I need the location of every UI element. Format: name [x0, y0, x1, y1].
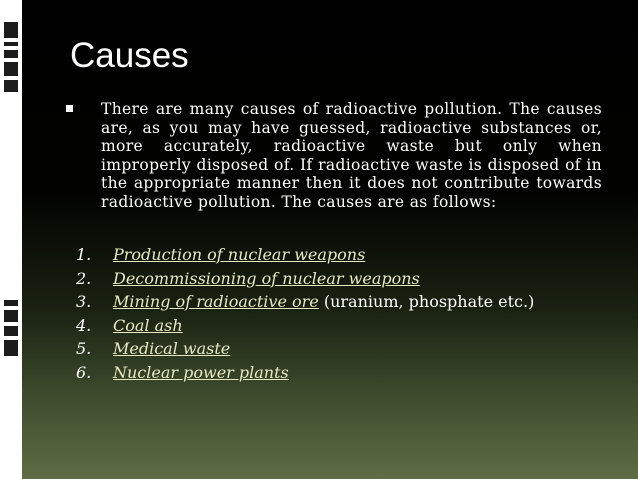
- list-item-extra: (uranium, phosphate etc.): [318, 292, 535, 311]
- list-number: 3.: [76, 292, 92, 311]
- list-item: [76, 316, 534, 340]
- decorative-square: [4, 42, 18, 46]
- slide-title: Causes: [70, 36, 189, 75]
- list-number: 4.: [76, 315, 92, 335]
- decorative-square: [4, 50, 18, 58]
- square-bullet-icon: [66, 105, 73, 112]
- decorative-square: [4, 300, 18, 306]
- link-medical-waste[interactable]: Medical waste: [113, 339, 231, 358]
- decorative-side-bar: [0, 0, 22, 479]
- decorative-square: [4, 310, 18, 322]
- list-number: 6.: [76, 362, 92, 382]
- link-mining-of-radioactive-ore[interactable]: Mining of radioactive ore: [113, 292, 319, 311]
- decorative-square: [4, 80, 18, 92]
- decorative-square: [4, 340, 18, 356]
- causes-list: [76, 245, 534, 386]
- list-item: [76, 363, 534, 387]
- decorative-square: [4, 326, 18, 336]
- link-decommissioning-of-nuclear-weapons[interactable]: Decommissioning of nuclear weapons: [113, 268, 420, 288]
- list-item: [76, 245, 534, 269]
- intro-paragraph: [66, 100, 602, 212]
- list-number: 2.: [76, 268, 92, 288]
- list-item: [76, 269, 534, 293]
- list-item: [76, 339, 534, 363]
- link-coal-ash[interactable]: Coal ash: [113, 315, 183, 335]
- list-number: 1.: [76, 245, 92, 264]
- link-nuclear-power-plants[interactable]: Nuclear power plants: [113, 362, 289, 382]
- list-number: 5.: [76, 339, 92, 358]
- list-item: [76, 292, 534, 316]
- decorative-square: [4, 22, 18, 38]
- intro-text: There are many causes of radioactive pollution. The causes are, as you may have guessed, radioactive substances or, more accurately, radioactive waste but only when improperly disposed of. If radioactive waste is disposed of in the appropriate manner then it does not contribute towards radioactive pollution. The causes are as follows:: [101, 100, 602, 211]
- decorative-square: [4, 62, 18, 76]
- link-production-of-nuclear-weapons[interactable]: Production of nuclear weapons: [113, 245, 366, 264]
